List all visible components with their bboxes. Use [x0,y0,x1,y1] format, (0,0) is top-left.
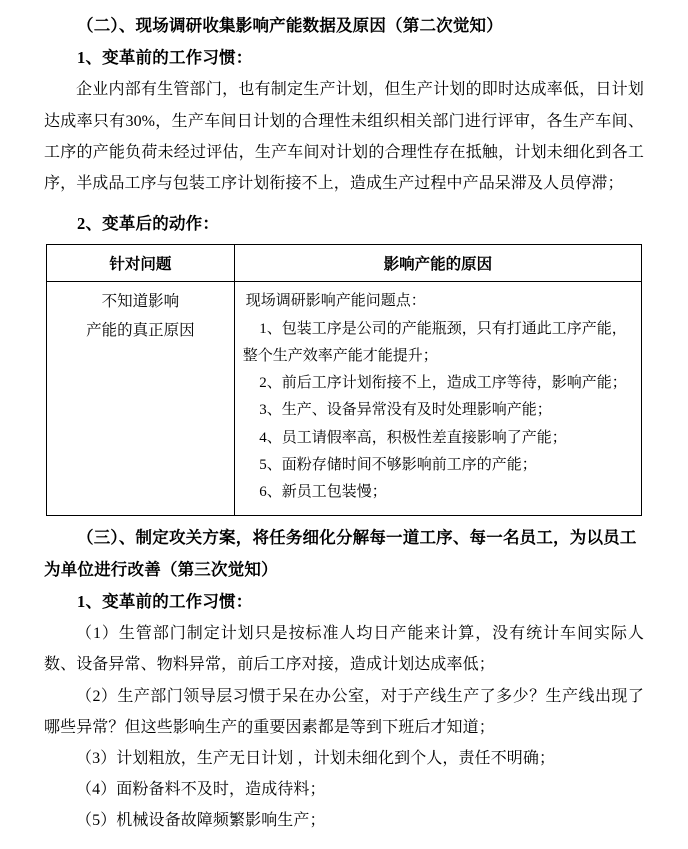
spacer [44,199,644,208]
table-cell-cause [234,282,641,515]
subheading-before-reform-1: 1、变革前的工作习惯： [77,48,253,68]
table-row [47,282,642,515]
cause-item: 5、面粉存储时间不够影响前工序的产能； [259,457,537,474]
list-item: （4）面粉备料不及时，造成待料； [76,781,326,799]
list-item: （3）计划粗放，生产无日计划 ，计划未细化到个人，责任不明确； [76,749,556,767]
problem-line-2: 产能的真正原因 [86,321,195,339]
table-cell-problem [47,282,235,515]
table-wrapper [44,244,644,515]
problem-line-1: 不知道影响 [101,293,180,311]
cause-lead: 现场调研影响产能问题点： [245,293,426,310]
subheading-after-reform-actions: 2、变革后的动作： [77,214,220,234]
cause-item: 3、生产、设备异常没有及时处理影响产能； [259,402,552,419]
section-heading-three-line-2: 为单位进行改善（第三次觉知） [44,559,278,579]
subheading-before-reform-2: 1、变革前的工作习惯： [77,591,253,611]
cause-item: 1、包装工序是公司的产能瓶颈，只有打通此工序产能，整个生产效率产能才能提升； [242,320,627,364]
cause-analysis-table [46,244,642,515]
list-item: （1）生管部门制定计划只是按标准人均日产能来计算，没有统计车间实际人数、设备异常、物料异常，前后工序对接，造成计划达成率低； [44,625,644,674]
table-header-problem: 针对问题 [47,245,235,282]
table-header-cause: 影响产能的原因 [234,245,641,282]
cause-item: 4、员工请假率高，积极性差直接影响了产能； [259,429,567,446]
list-item: （5）机械设备故障频繁影响生产； [76,812,326,830]
section-heading-two: （二）、现场调研收集影响产能数据及原因（第二次觉知） [77,16,503,35]
table-header-row [47,245,642,282]
paragraph-before-reform-1: 企业内部有生管部门，也有制定生产计划，但生产计划的即时达成率低，日计划达成率只有30%，生产车间日计划的合理性未组织相关部门进行评审，各生产车间、工序的产能负荷未经过评估，生产车间对计划的合理性存在抵触，计划未细化到各工序，半成品工序与包装工序计划衔接不上，造成生产过程中产品呆滞及人员停滞； [44,81,644,192]
section-heading-three-line-1: （三）、制定攻关方案，将任务细化分解每一道工序、每一名员工，为以员工 [77,527,637,547]
cause-item: 6、新员工包装慢； [259,484,387,501]
cause-item: 2、前后工序计划衔接不上，造成工序等待，影响产能； [259,375,627,392]
list-item: （2）生产部门领导层习惯于呆在办公室，对于产线生产了多少？生产线出现了哪些异常？但这些影响生产的重要因素都是等到下班后才知道； [44,687,644,736]
